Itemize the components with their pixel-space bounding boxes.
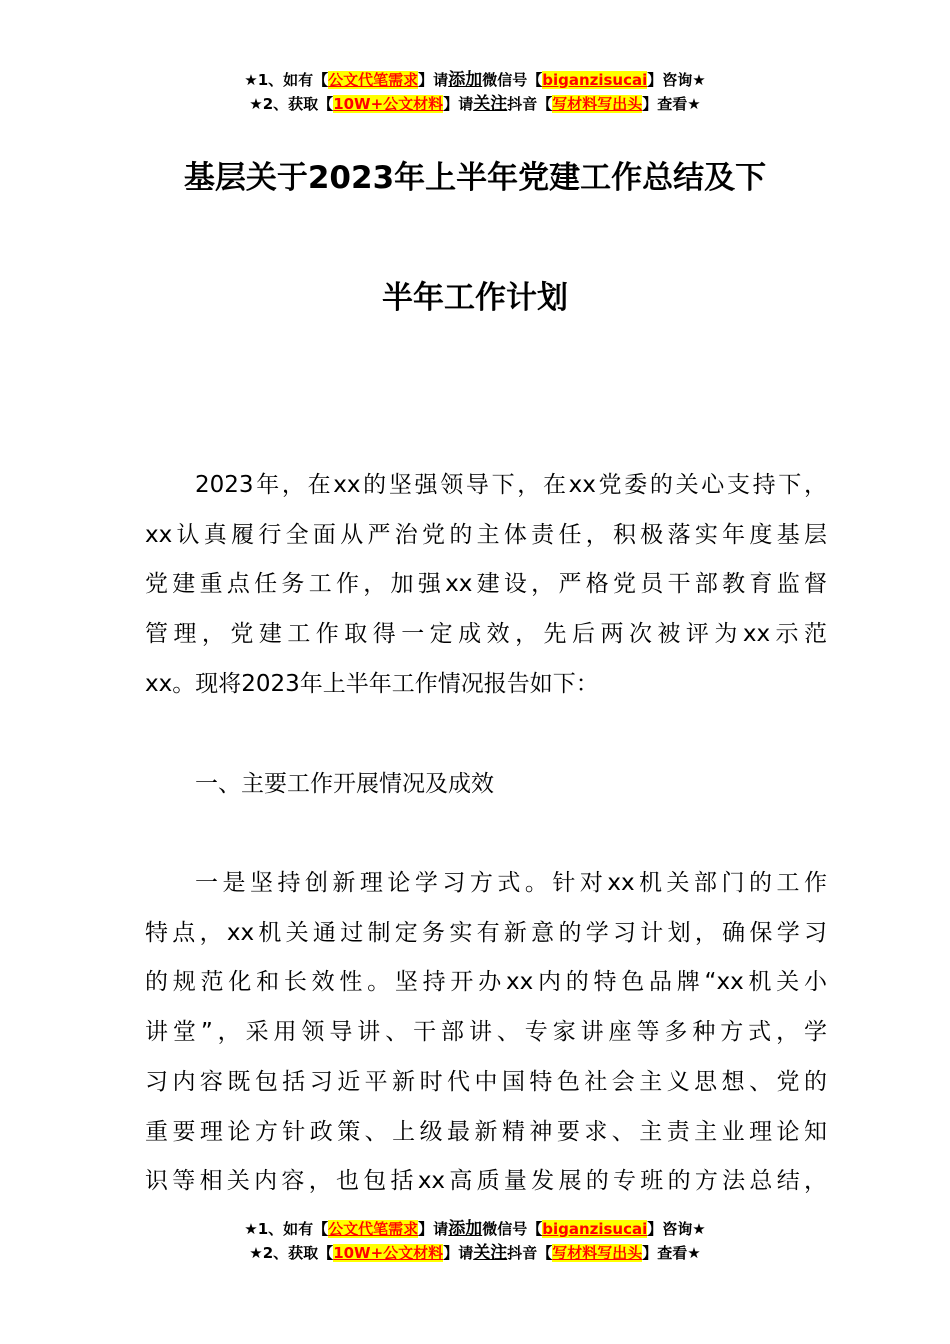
highlight: 写材料写出头	[552, 1244, 643, 1262]
text: 】咨询★	[647, 1220, 706, 1238]
promo-banner-bottom	[0, 1217, 950, 1265]
highlight: 公文代笔需求	[328, 1220, 419, 1238]
underline-text: 添加	[448, 70, 483, 90]
text-line: 管理，党建工作取得一定成效，先后两次被评为xx示范	[145, 621, 827, 648]
text-line: 一是坚持创新理论学习方式。针对xx机关部门的工作	[195, 870, 827, 896]
text: 抖音【	[507, 95, 553, 113]
highlight: 写材料写出头	[552, 95, 643, 113]
text-line: xx。现将2023年上半年工作情况报告如下：	[145, 670, 599, 697]
text-line: 的规范化和长效性。坚持开办xx内的特色品牌“xx机关小	[145, 969, 827, 996]
title-line-1: 基层关于2023年上半年党建工作总结及下	[183, 160, 767, 196]
highlight: 公文代笔需求	[328, 71, 419, 89]
text: 】请	[443, 1244, 474, 1262]
text: 抖音【	[507, 1244, 553, 1262]
title-line-2: 半年工作计划	[382, 280, 568, 316]
text: 】查看★	[642, 1244, 701, 1262]
text-line: 2023年，在xx的坚强领导下，在xx党委的关心支持下，	[195, 472, 827, 498]
highlight: 10W+公文材料	[333, 95, 444, 113]
text: 】查看★	[642, 95, 701, 113]
text-line: 特点，xx机关通过制定务实有新意的学习计划，确保学习	[145, 919, 827, 946]
promo-banner-top	[0, 68, 950, 116]
text: ★2、获取【	[249, 1244, 334, 1262]
text: 】请	[418, 71, 449, 89]
promo-line-2	[0, 1241, 950, 1265]
text: 】请	[418, 1220, 449, 1238]
text-line: 重要理论方针政策、上级最新精神要求、主责主业理论知	[145, 1118, 827, 1145]
text: ★2、获取【	[249, 95, 334, 113]
promo-line-1	[0, 1217, 950, 1241]
text-line: 识等相关内容，也包括xx高质量发展的专班的方法总结，	[145, 1168, 827, 1195]
text-line: 习内容既包括习近平新时代中国特色社会主义思想、党的	[145, 1068, 827, 1095]
text: 微信号【	[482, 71, 543, 89]
text: 】请	[443, 95, 474, 113]
text-line: 讲堂”，采用领导讲、干部讲、专家讲座等多种方式，学	[145, 1019, 827, 1046]
underline-text: 关注	[473, 1243, 508, 1263]
section-heading: 一、主要工作开展情况及成效	[195, 771, 494, 797]
text-line: 党建重点任务工作，加强xx建设，严格党员干部教育监督	[145, 571, 827, 598]
underline-text: 关注	[473, 94, 508, 114]
promo-line-2	[0, 92, 950, 116]
highlight: 10W+公文材料	[333, 1244, 444, 1262]
text: 微信号【	[482, 1220, 543, 1238]
text-line: xx认真履行全面从严治党的主体责任，积极落实年度基层	[145, 521, 827, 548]
text: 】咨询★	[647, 71, 706, 89]
highlight: biganzisucai	[542, 1220, 648, 1238]
highlight: biganzisucai	[542, 71, 648, 89]
text: ★1、如有【	[244, 71, 329, 89]
underline-text: 添加	[448, 1219, 483, 1239]
promo-line-1	[0, 68, 950, 92]
text: ★1、如有【	[244, 1220, 329, 1238]
